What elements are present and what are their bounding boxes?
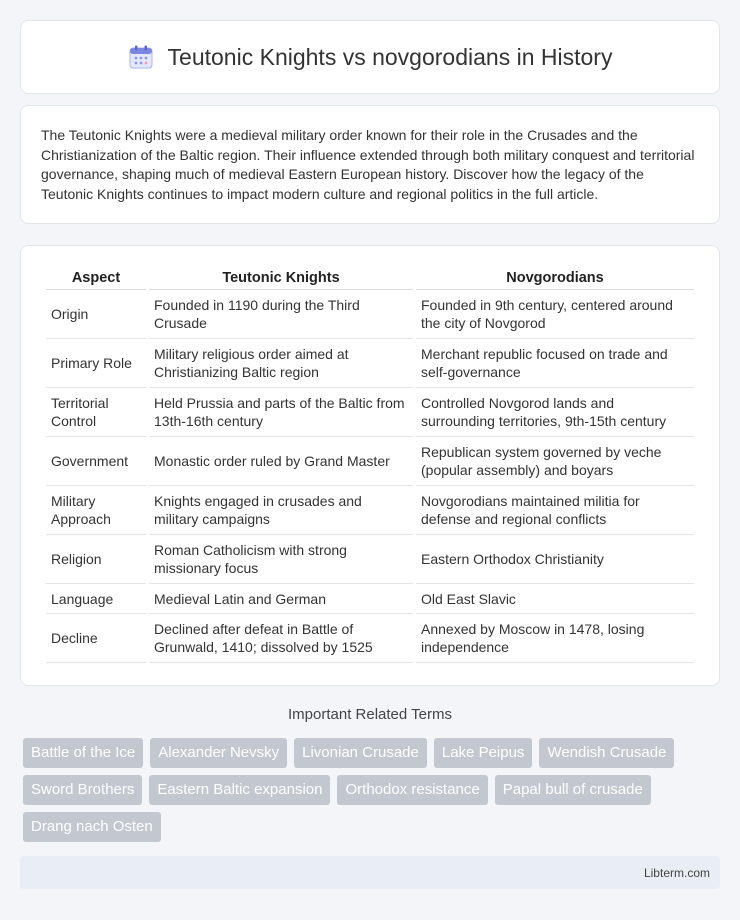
table-row: [46, 339, 694, 388]
related-term-tag[interactable]: Sword Brothers: [23, 775, 142, 805]
table-row: [46, 486, 694, 535]
table-header-row: [46, 266, 694, 290]
title-card: [20, 20, 720, 94]
related-term-tag[interactable]: Alexander Nevsky: [150, 738, 287, 768]
comparison-card: [20, 245, 720, 686]
page-title: Teutonic Knights vs novgorodians in History: [167, 43, 613, 70]
related-term-tag[interactable]: Livonian Crusade: [294, 738, 427, 768]
related-terms-title: Important Related Terms: [288, 706, 452, 723]
related-term-tag[interactable]: Battle of the Ice: [23, 738, 143, 768]
novgorodians-cell: Founded in 9th century, centered around the city of Novgorod: [416, 290, 694, 339]
novgorodians-cell: Novgorodians maintained militia for defense and regional conflicts: [416, 486, 694, 535]
aspect-cell: Religion: [46, 535, 146, 584]
aspect-cell: Language: [46, 584, 146, 614]
aspect-cell: Government: [46, 437, 146, 486]
knights-cell: Declined after defeat in Battle of Grunwald, 1410; dissolved by 1525: [149, 614, 413, 663]
novgorodians-cell: Eastern Orthodox Christianity: [416, 535, 694, 584]
table-row: [46, 584, 694, 614]
knights-cell: Held Prussia and parts of the Baltic from 13th-16th century: [149, 388, 413, 437]
table-row: [46, 437, 694, 486]
aspect-cell: Decline: [46, 614, 146, 663]
knights-cell: Monastic order ruled by Grand Master: [149, 437, 413, 486]
knights-cell: Medieval Latin and German: [149, 584, 413, 614]
aspect-cell: Origin: [46, 290, 146, 339]
related-term-tag[interactable]: Eastern Baltic expansion: [149, 775, 330, 805]
intro-card: [20, 105, 720, 224]
knights-cell: Roman Catholicism with strong missionary focus: [149, 535, 413, 584]
header-novgorodians: Novgorodians: [416, 266, 694, 290]
related-term-tag[interactable]: Drang nach Osten: [23, 812, 161, 842]
novgorodians-cell: Annexed by Moscow in 1478, losing independence: [416, 614, 694, 663]
calendar-icon: [128, 44, 154, 70]
knights-cell: Military religious order aimed at Christianizing Baltic region: [149, 339, 413, 388]
intro-text: The Teutonic Knights were a medieval military order known for their role in the Crusades and the Christianization of the Baltic region. Their influence extended through both military conquest and territorial governance, shaping much of medieval Eastern European history. Discover how the legacy of the Teutonic Knights continues to impact modern culture and regional politics in the full article.: [41, 127, 695, 202]
table-row: [46, 388, 694, 437]
table-row: [46, 614, 694, 663]
comparison-table: [43, 266, 697, 663]
table-row: [46, 535, 694, 584]
aspect-cell: Territorial Control: [46, 388, 146, 437]
header-teutonic-knights: Teutonic Knights: [149, 266, 413, 290]
related-term-tag[interactable]: Papal bull of crusade: [495, 775, 651, 805]
knights-cell: Founded in 1190 during the Third Crusade: [149, 290, 413, 339]
novgorodians-cell: Controlled Novgorod lands and surrounding territories, 9th-15th century: [416, 388, 694, 437]
novgorodians-cell: Merchant republic focused on trade and self-governance: [416, 339, 694, 388]
header-aspect: Aspect: [46, 266, 146, 290]
related-term-tag[interactable]: Orthodox resistance: [337, 775, 487, 805]
related-term-tag[interactable]: Lake Peipus: [434, 738, 533, 768]
aspect-cell: Military Approach: [46, 486, 146, 535]
related-terms-list: [23, 738, 713, 849]
related-term-tag[interactable]: Wendish Crusade: [539, 738, 674, 768]
novgorodians-cell: Republican system governed by veche (popular assembly) and boyars: [416, 437, 694, 486]
novgorodians-cell: Old East Slavic: [416, 584, 694, 614]
aspect-cell: Primary Role: [46, 339, 146, 388]
table-row: [46, 290, 694, 339]
footer-site-link[interactable]: Libterm.com: [643, 865, 710, 880]
footer: [20, 856, 720, 889]
knights-cell: Knights engaged in crusades and military campaigns: [149, 486, 413, 535]
